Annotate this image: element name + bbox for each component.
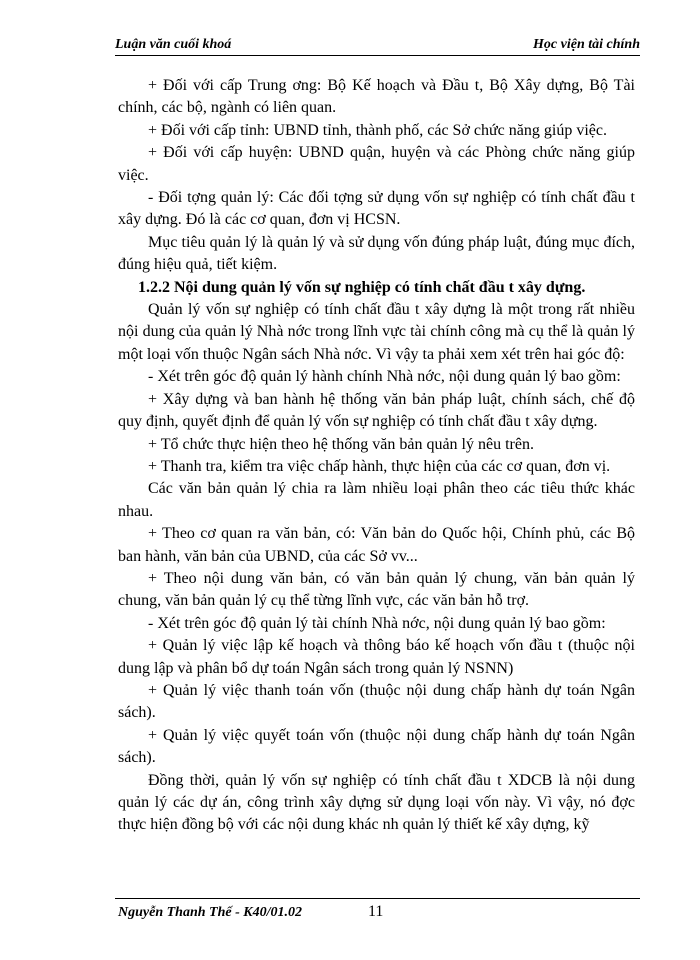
paragraph: + Theo cơ quan ra văn bản, có: Văn bản do Quốc hội, Chính phủ, các Bộ ban hành, văn bản của UBND, của các Sở vv...	[118, 525, 635, 565]
paragraph: + Quản lý việc thanh toán vốn (thuộc nội dung chấp hành dự toán Ngân sách).	[118, 681, 635, 722]
paragraph: + Quản lý việc lập kế hoạch và thông báo kế hoạch vốn đầu t (thuộc nội dung lập và phân bổ dự toán Ngân sách trong quản lý NSNN)	[118, 637, 635, 677]
paragraph: + Thanh tra, kiểm tra việc chấp hành, thực hiện của các cơ quan, đơn vị.	[148, 457, 611, 475]
footer-rule	[115, 898, 640, 899]
paragraph: + Đối với cấp huyện: UBND quận, huyện và các Phòng chức năng giúp việc.	[118, 144, 635, 184]
paragraph: Quản lý vốn sự nghiệp có tính chất đầu t xây dựng là một trong rất nhiều nội dung của quản lý Nhà nớc trong lĩnh vực tài chính công mà cụ thể là quản lý một loại vốn thuộc Ngân sách Nhà nớc. Vì vậy ta phải xem xét trên hai góc độ:	[118, 301, 635, 363]
paragraph: + Theo nội dung văn bản, có văn bản quản lý chung, văn bản quản lý chung, văn bản quản lý cụ thể từng lĩnh vực, các văn bản hỗ trợ.	[118, 569, 635, 610]
paragraph: + Đối với cấp tỉnh: UBND tỉnh, thành phố, các Sở chức năng giúp việc.	[148, 121, 607, 139]
footer-author: Nguyễn Thanh Thế - K40/01.02	[118, 905, 302, 920]
header-right-title: Học viện tài chính	[533, 37, 640, 52]
paragraph: - Xét trên góc độ quản lý tài chính Nhà nớc, nội dung quản lý bao gồm:	[148, 614, 606, 632]
paragraph: Mục tiêu quản lý là quản lý và sử dụng vốn đúng pháp luật, đúng mục đích, đúng hiệu quả, tiết kiệm.	[118, 233, 635, 274]
paragraph: + Đối với cấp Trung ơng: Bộ Kế hoạch và Đầu t, Bộ Xây dựng, Bộ Tài chính, các bộ, ngành có liên quan.	[118, 77, 635, 117]
paragraph: + Tổ chức thực hiện theo hệ thống văn bản quản lý nêu trên.	[148, 435, 534, 453]
header-rule	[115, 55, 640, 56]
paragraph: + Xây dựng và ban hành hệ thống văn bản pháp luật, chính sách, chế độ quy định, quyết định để quản lý vốn sự nghiệp có tính chất đầu t xây dựng.	[118, 390, 635, 431]
document-body	[118, 75, 635, 837]
section-heading: 1.2.2 Nội dung quản lý vốn sự nghiệp có tính chất đầu t xây dựng.	[138, 278, 586, 296]
paragraph: + Quản lý việc quyết toán vốn (thuộc nội dung chấp hành dự toán Ngân sách).	[118, 726, 635, 767]
paragraph: - Đối tợng quản lý: Các đối tợng sử dụng vốn sự nghiệp có tính chất đầu t xây dựng. Đó là các cơ quan, đơn vị HCSN.	[118, 189, 635, 229]
paragraph: - Xét trên góc độ quản lý hành chính Nhà nớc, nội dung quản lý bao gồm:	[148, 368, 621, 386]
paragraph: Các văn bản quản lý chia ra làm nhiều loại phân theo các tiêu thức khác nhau.	[118, 480, 635, 520]
paragraph: Đồng thời, quản lý vốn sự nghiệp có tính chất đầu t XDCB là nội dung quản lý các dự án, công trình xây dựng sử dụng loại vốn này. Vì vậy, nó đợc thực hiện đồng bộ với các nội dung khác nh quản lý thiết kế xây dựng, kỹ	[118, 771, 635, 834]
header-left-title: Luận văn cuối khoá	[115, 37, 232, 52]
page-number: 11	[368, 903, 384, 920]
